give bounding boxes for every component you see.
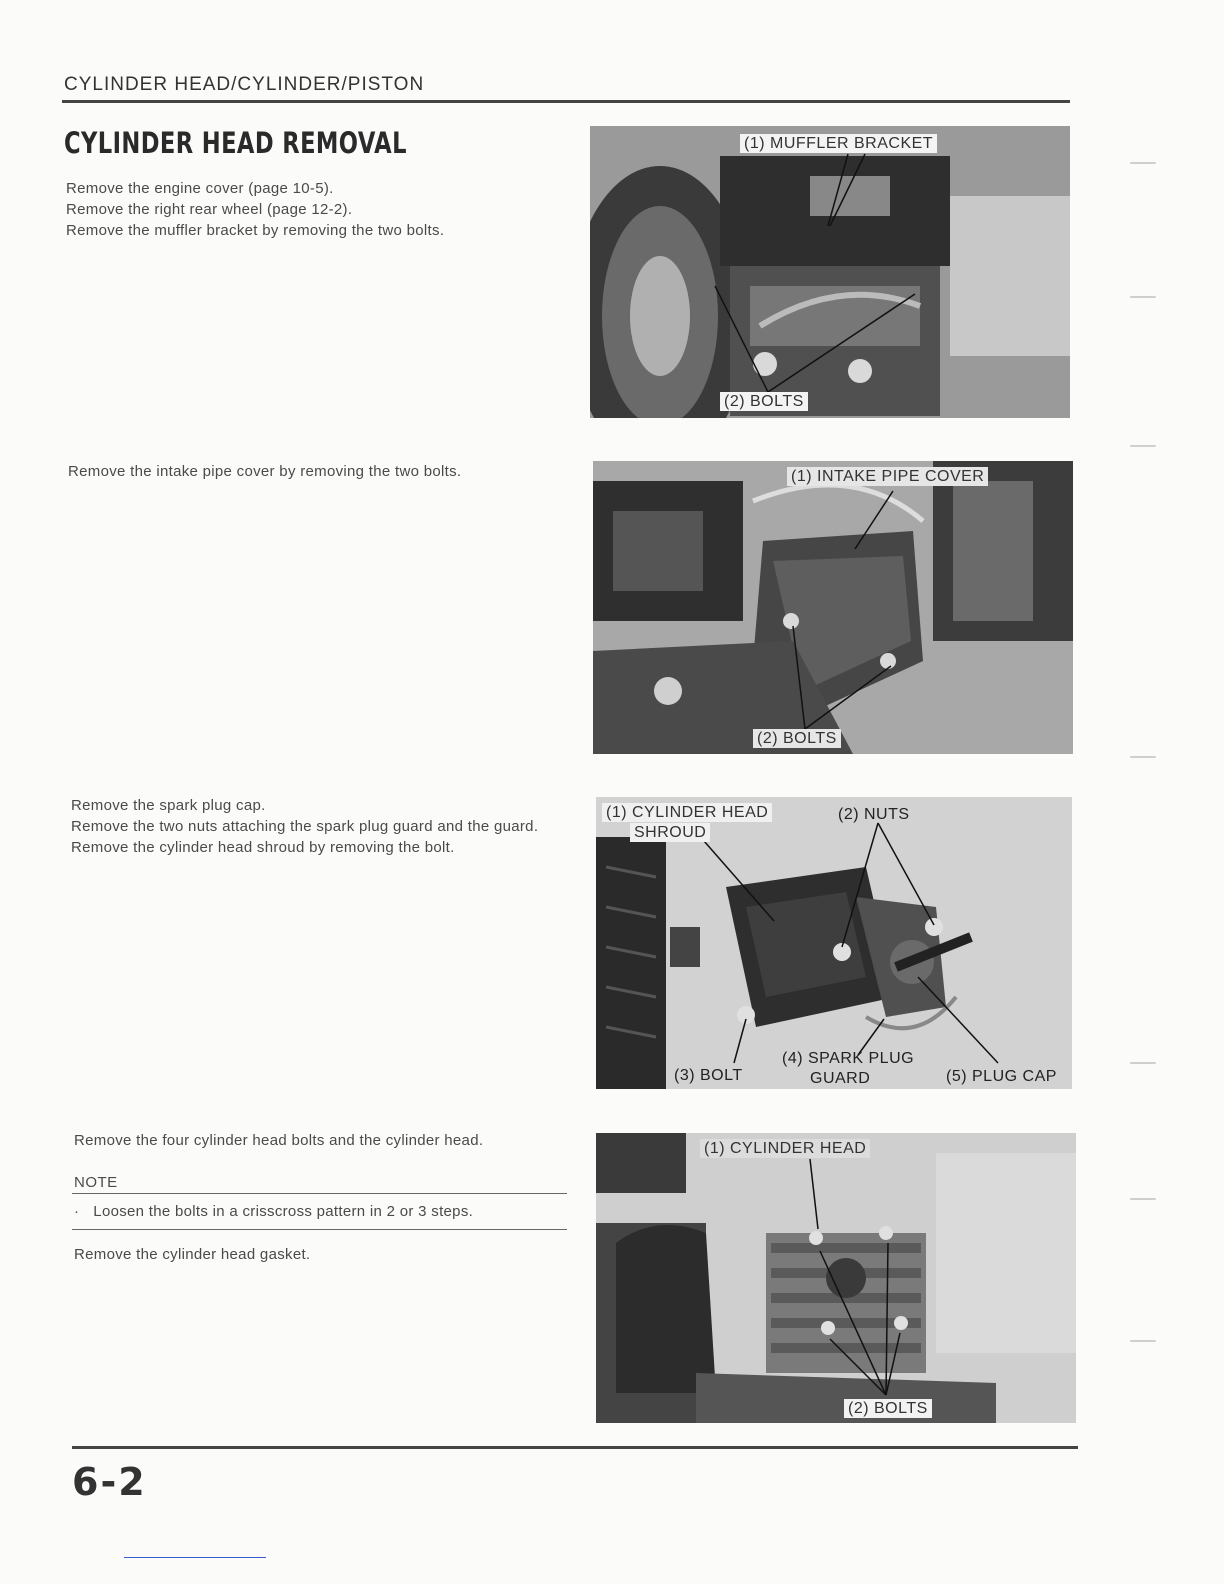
muffler-bracket-photo (590, 126, 1070, 418)
bullet-icon: · (74, 1203, 80, 1220)
label-plug-cap: (5) PLUG CAP (946, 1068, 1057, 1085)
footer-link-line (124, 1557, 266, 1558)
step2-line: Remove the intake pipe cover by removing the two bolts. (68, 463, 462, 480)
step2-text (68, 461, 568, 482)
note-item (74, 1203, 473, 1220)
page-number: 6-2 (72, 1460, 147, 1504)
margin-mark (1130, 1062, 1156, 1064)
section-header: CYLINDER HEAD/CYLINDER/PISTON (64, 74, 425, 95)
label-bolt: (3) BOLT (674, 1067, 743, 1084)
step3-text (71, 795, 563, 858)
margin-mark (1130, 756, 1156, 758)
header-rule (62, 100, 1070, 103)
note-item-text: Loosen the bolts in a crisscross pattern in 2 or 3 steps. (93, 1203, 474, 1220)
margin-mark (1130, 445, 1156, 447)
label-nuts: (2) NUTS (838, 806, 910, 823)
label-spark-plug-guard: (4) SPARK PLUG (782, 1050, 915, 1067)
step3-line: Remove the two nuts attaching the spark plug guard and the guard. (71, 818, 539, 835)
step4-after-text (74, 1244, 566, 1265)
label-cylinder-head: (1) CYLINDER HEAD (700, 1139, 870, 1158)
label-bolts: (2) BOLTS (720, 392, 808, 411)
intake-pipe-cover-photo (593, 461, 1073, 754)
footer-rule (72, 1446, 1078, 1449)
step4-text (74, 1130, 566, 1151)
step3-line: Remove the cylinder head shroud by removing the bolt. (71, 839, 455, 856)
step4-line: Remove the four cylinder head bolts and the cylinder head. (74, 1132, 484, 1149)
label-intake-pipe-cover: (1) INTAKE PIPE COVER (787, 467, 988, 486)
label-cylinder-head-shroud: (1) CYLINDER HEAD (602, 803, 772, 822)
label-spark-plug-guard-2: GUARD (810, 1070, 871, 1087)
page-title: CYLINDER HEAD REMOVAL (64, 126, 407, 160)
margin-mark (1130, 1340, 1156, 1342)
margin-mark (1130, 162, 1156, 164)
label-bolts: (2) BOLTS (753, 729, 841, 748)
label-cylinder-head-shroud-2: SHROUD (630, 823, 710, 842)
margin-mark (1130, 1198, 1156, 1200)
label-bolts: (2) BOLTS (844, 1399, 932, 1418)
step1-line: Remove the engine cover (page 10-5). (66, 180, 334, 197)
step4-after-line: Remove the cylinder head gasket. (74, 1246, 311, 1263)
note-rule-bottom (72, 1229, 567, 1230)
note-label: NOTE (74, 1174, 118, 1191)
cylinder-head-shroud-photo (596, 797, 1072, 1089)
cylinder-head-photo (596, 1133, 1076, 1423)
step1-line: Remove the right rear wheel (page 12-2). (66, 201, 353, 218)
step3-line: Remove the spark plug cap. (71, 797, 266, 814)
step1-line: Remove the muffler bracket by removing the two bolts. (66, 222, 445, 239)
note-rule-top (72, 1193, 567, 1194)
label-muffler-bracket: (1) MUFFLER BRACKET (740, 134, 937, 153)
margin-mark (1130, 296, 1156, 298)
step1-text (66, 178, 566, 241)
